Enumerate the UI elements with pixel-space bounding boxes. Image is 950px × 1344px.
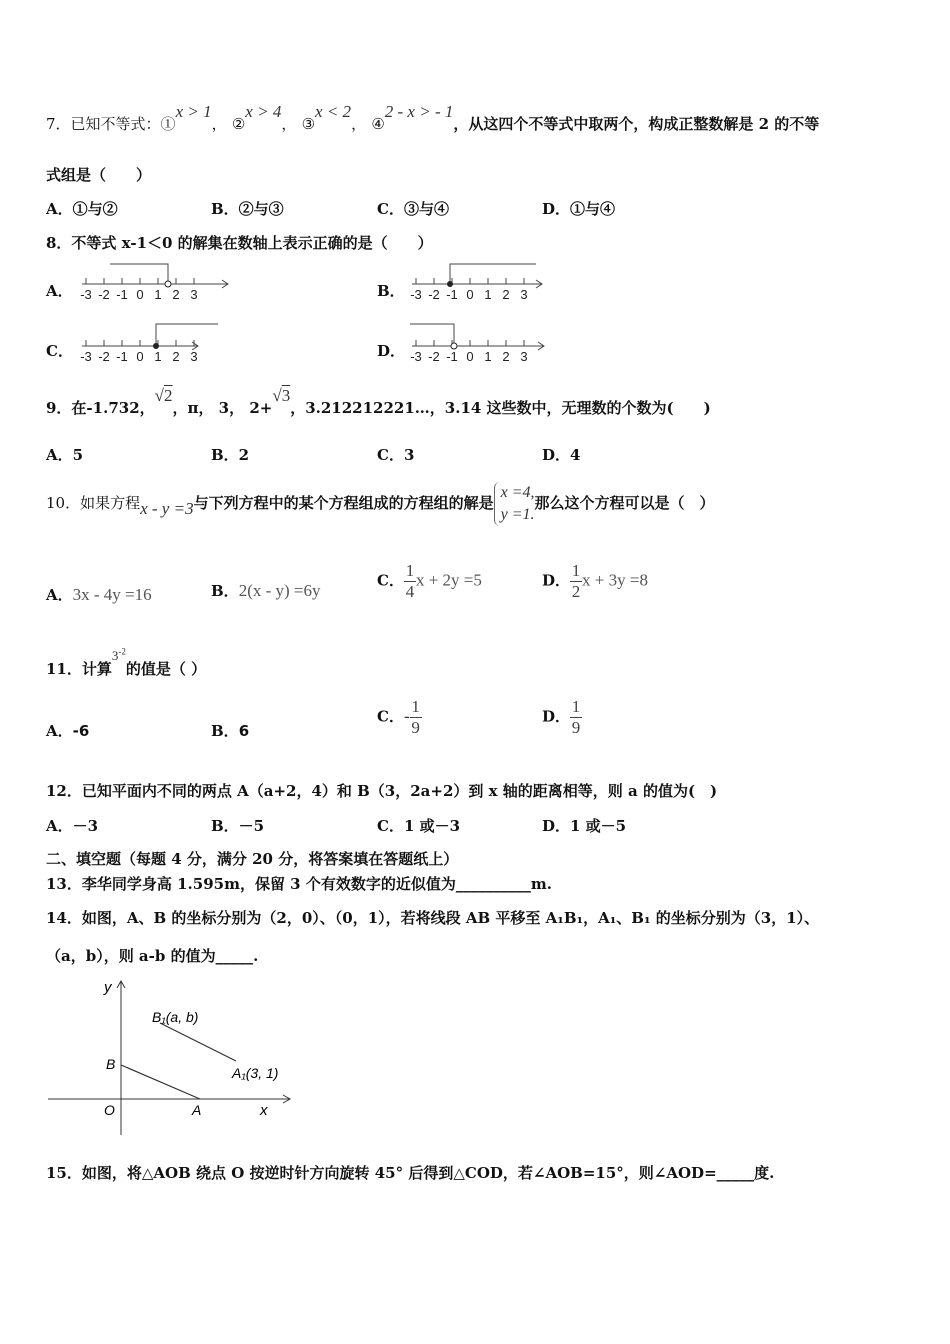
tick-label: -2 bbox=[98, 287, 110, 302]
tick-label: -3 bbox=[410, 287, 422, 302]
q8-option-c-label[interactable]: C． bbox=[46, 342, 73, 360]
ineq-4: 2 - x > - 1 bbox=[384, 102, 454, 121]
ineq-2: x > 4 bbox=[245, 102, 282, 121]
tick-label: -2 bbox=[428, 287, 440, 302]
q8-option-d-label[interactable]: D． bbox=[377, 342, 406, 360]
q7-line2: 式组是（ ） bbox=[46, 166, 152, 184]
q11-question: 11．计算$3^{-2}$的值是（ ） bbox=[46, 646, 207, 678]
tick-label: 3 bbox=[190, 287, 198, 302]
q11-option-a[interactable]: A．-6 bbox=[46, 722, 90, 740]
q7-number: 7．已知不等式： bbox=[46, 115, 161, 133]
q14-line2: （a，b），则 a-b 的值为_____. bbox=[46, 947, 259, 965]
tick-label: 1 bbox=[154, 349, 162, 364]
q10-option-d[interactable]: D． $\frac{1}{2}$ x + 3y =8 bbox=[542, 561, 648, 601]
ineq-3: x < 2 bbox=[315, 102, 352, 121]
tick-label: 2 bbox=[502, 287, 510, 302]
tick-label: -1 bbox=[116, 287, 128, 302]
tick-label: -2 bbox=[428, 349, 440, 364]
q10-option-b[interactable]: B．2(x - y) =6y bbox=[211, 581, 321, 600]
q8-option-a-label[interactable]: A． bbox=[46, 282, 73, 300]
tick-label: -1 bbox=[446, 287, 458, 302]
number-line-b[interactable] bbox=[400, 258, 565, 308]
q15-question: 15．如图，将△AOB 绕点 O 按逆时针方向旋转 45° 后得到△COD，若∠AOB=15°，则∠AOD=_____度. bbox=[46, 1164, 775, 1182]
sqrt-3: √3 bbox=[272, 386, 291, 405]
q10-option-a[interactable]: A．3x - 4y =16 bbox=[46, 585, 152, 604]
q10-option-c[interactable]: C． $\frac{1}{4}$ x + 2y =5 bbox=[377, 561, 482, 601]
q9-option-c[interactable]: C．3 bbox=[377, 446, 415, 464]
q13-question: 13．李华同学身高 1.595m，保留 3 个有效数字的近似值为__________m. bbox=[46, 875, 552, 893]
tick-label: 3 bbox=[520, 349, 528, 364]
q8-question: 8．不等式 x-1＜0 的解集在数轴上表示正确的是（ ） bbox=[46, 234, 433, 252]
q12-option-d[interactable]: D．1 或－5 bbox=[542, 817, 627, 835]
q7-option-b[interactable]: B．②与③ bbox=[211, 200, 284, 218]
equation: x - y =3 bbox=[140, 499, 194, 518]
tick-label: 0 bbox=[466, 349, 474, 364]
number-line-c[interactable] bbox=[70, 318, 235, 368]
closed-point bbox=[153, 343, 159, 349]
q7-option-d[interactable]: D．①与④ bbox=[542, 200, 616, 218]
tick-label: -3 bbox=[80, 349, 92, 364]
q7-option-a[interactable]: A．①与② bbox=[46, 200, 118, 218]
power: $3^{-2}$ bbox=[111, 646, 126, 663]
q9-option-d[interactable]: D．4 bbox=[542, 446, 581, 464]
tick-label: 1 bbox=[154, 287, 162, 302]
tick-label: 2 bbox=[172, 349, 180, 364]
tick-label: -1 bbox=[446, 349, 458, 364]
point-b-label: B bbox=[106, 1056, 116, 1072]
segment-ab bbox=[121, 1065, 200, 1099]
closed-point bbox=[447, 281, 453, 287]
tick-label: -3 bbox=[80, 287, 92, 302]
tick-label: 0 bbox=[136, 287, 144, 302]
q9-option-b[interactable]: B．2 bbox=[211, 446, 250, 464]
sqrt-2: √2 bbox=[154, 386, 173, 405]
open-point bbox=[165, 281, 171, 287]
section-heading: 二、填空题（每题 4 分，满分 20 分，将答案填在答题纸上） bbox=[46, 850, 459, 868]
segment-a1b1 bbox=[160, 1023, 236, 1061]
q11-option-b[interactable]: B．6 bbox=[211, 722, 250, 740]
y-axis-label: y bbox=[104, 979, 112, 996]
open-point bbox=[451, 343, 457, 349]
origin-label: O bbox=[104, 1102, 115, 1118]
q10-question: 10．如果方程x - y =3与下列方程中的某个方程组成的方程组的解是 x =4, y =1. 那么这个方程可以是（ ） bbox=[46, 482, 715, 526]
tick-label: 0 bbox=[136, 349, 144, 364]
number-line-a[interactable] bbox=[70, 258, 235, 308]
q7-option-c[interactable]: C．③与④ bbox=[377, 200, 449, 218]
tick-label: 3 bbox=[190, 349, 198, 364]
point-a1-label: A₁(3, 1) bbox=[232, 1065, 279, 1081]
q12-option-c[interactable]: C．1 或－3 bbox=[377, 817, 461, 835]
number-line-d[interactable] bbox=[400, 318, 565, 368]
q9-option-a[interactable]: A．5 bbox=[46, 446, 84, 464]
tick-label: 2 bbox=[172, 287, 180, 302]
q12-option-a[interactable]: A．－3 bbox=[46, 817, 99, 835]
q11-option-c[interactable]: C．- $\frac{1}{9}$ bbox=[377, 697, 420, 737]
tick-label: -3 bbox=[410, 349, 422, 364]
q9-question: 9．在-1.732，√2，π， 3， 2+√3，3.212212221…，3.14 这些数中，无理数的个数为( ) bbox=[46, 386, 711, 417]
q12-question: 12．已知平面内不同的两点 A（a+2，4）和 B（3，2a+2）到 x 轴的距离相等，则 a 的值为( ) bbox=[46, 782, 718, 800]
tick-label: 1 bbox=[484, 349, 492, 364]
tick-label: 2 bbox=[502, 349, 510, 364]
tick-label: 3 bbox=[520, 287, 528, 302]
tick-label: 1 bbox=[484, 287, 492, 302]
point-a-label: A bbox=[192, 1102, 202, 1118]
q8-option-b-label[interactable]: B． bbox=[377, 282, 405, 300]
tick-label: -1 bbox=[116, 349, 128, 364]
q11-option-d[interactable]: D． $\frac{1}{9}$ bbox=[542, 697, 581, 737]
coordinate-figure bbox=[40, 975, 300, 1140]
ineq-1: x > 1 bbox=[175, 102, 212, 121]
equation-system: x =4, y =1. bbox=[494, 482, 535, 526]
tick-label: -2 bbox=[98, 349, 110, 364]
q14-line1: 14．如图，A、B 的坐标分别为（2，0）、（0，1），若将线段 AB 平移至 A₁B₁，A₁、B₁ 的坐标分别为（3，1）、 bbox=[46, 909, 820, 927]
x-axis-label: x bbox=[260, 1102, 268, 1119]
tick-label: 0 bbox=[466, 287, 474, 302]
q12-option-b[interactable]: B．－5 bbox=[211, 817, 265, 835]
q7-line1: 7．已知不等式：①x > 1， ②x > 4， ③x < 2， ④2 - x > - 1，从这四个不等式中取两个，构成正整数解是 2 的不等 bbox=[46, 102, 820, 133]
point-b1-label: B₁(a, b) bbox=[152, 1009, 199, 1025]
